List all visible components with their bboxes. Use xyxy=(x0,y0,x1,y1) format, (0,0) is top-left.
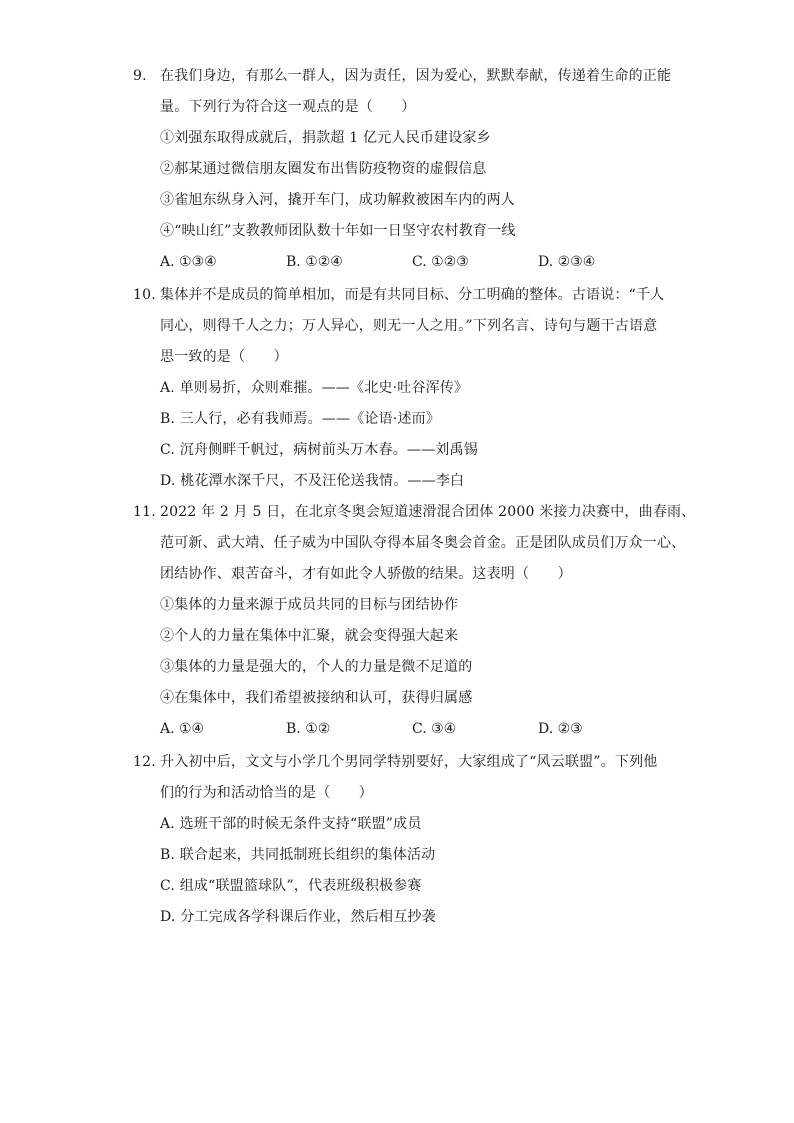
question-number: 10. xyxy=(133,287,156,303)
question-stem-line xyxy=(133,61,673,92)
statement-item: ①集体的力量来源于成员共同的目标与团结协作 xyxy=(160,597,459,613)
question-stem-line xyxy=(133,747,673,778)
option-a: A. ①③④ xyxy=(160,254,217,270)
option-a: A. ①④ xyxy=(160,721,205,737)
question-stem-line: 团结协作、艰苦奋斗，才有如此令人骄傲的结果。这表明（ ） xyxy=(160,566,572,582)
statement-item: ③雀旭东纵身入河，撬开车门，成功解救被困车内的两人 xyxy=(160,192,515,208)
options-row xyxy=(133,247,673,278)
statement-item: ②郝某通过微信朋友圈发布出售防疫物资的虚假信息 xyxy=(160,161,487,177)
question-9 xyxy=(133,61,673,278)
statement-item: ②个人的力量在集体中汇聚，就会变得强大起来 xyxy=(160,628,459,644)
statement-item: ③集体的力量是强大的，个人的力量是微不足道的 xyxy=(160,659,473,675)
statement-item: ①刘强东取得成就后，捐款超 1 亿元人民币建设家乡 xyxy=(160,130,491,146)
option-d: D. ②③④ xyxy=(538,254,596,270)
question-12 xyxy=(133,747,673,933)
question-10 xyxy=(133,280,673,497)
question-11 xyxy=(133,497,696,745)
option-a: A. 单则易折，众则难摧。——《北史·吐谷浑传》 xyxy=(160,380,469,396)
option-d: D. ②③ xyxy=(538,721,583,737)
question-stem-line xyxy=(133,497,696,528)
option-b: B. ①②④ xyxy=(286,254,343,270)
question-stem-line: 们的行为和活动恰当的是（ ） xyxy=(160,785,373,801)
question-stem-text: 在我们身边，有那么一群人，因为责任，因为爱心，默默奉献，传递着生命的正能 xyxy=(160,68,672,84)
option-c: C. ③④ xyxy=(412,721,457,737)
question-stem-text: 集体并不是成员的简单相加，而是有共同目标、分工明确的整体。古语说：“千人 xyxy=(160,287,665,303)
option-c: C. 组成“联盟篮球队”，代表班级积极参赛 xyxy=(160,878,422,894)
question-stem-line: 量。下列行为符合这一观点的是（ ） xyxy=(160,99,416,115)
options-row xyxy=(133,714,673,745)
option-c: C. ①②③ xyxy=(412,254,469,270)
question-stem-line: 思一致的是（ ） xyxy=(160,349,288,365)
question-number: 11. xyxy=(133,504,156,520)
option-a: A. 选班干部的时候无条件支持“联盟”成员 xyxy=(160,816,422,832)
question-stem-text: 升入初中后，文文与小学几个男同学特别要好，大家组成了“风云联盟”。下列他 xyxy=(160,754,658,770)
question-number: 9. xyxy=(133,68,147,84)
option-d: D. 分工完成各学科课后作业，然后相互抄袭 xyxy=(160,909,436,925)
question-stem-line: 同心，则得千人之力；万人异心，则无一人之用。”下列名言、诗句与题干古语意 xyxy=(160,318,658,334)
option-b: B. ①② xyxy=(286,721,331,737)
question-stem-line: 范可新、武大靖、任子威为中国队夺得本届冬奥会首金。正是团队成员们万众一心、 xyxy=(160,535,686,551)
statement-item: ④“映山红”支教教师团队数十年如一日坚守农村教育一线 xyxy=(160,223,516,239)
statement-item: ④在集体中，我们希望被接纳和认可，获得归属感 xyxy=(160,690,473,706)
option-b: B. 三人行，必有我师焉。——《论语·述而》 xyxy=(160,411,441,427)
question-number: 12. xyxy=(133,754,156,770)
option-b: B. 联合起来，共同抵制班长组织的集体活动 xyxy=(160,847,436,863)
question-stem-text: 2022 年 2 月 5 日，在北京冬奥会短道速滑混合团体 2000 米接力决赛中，曲春雨、 xyxy=(160,504,696,520)
option-d: D. 桃花潭水深千尺，不及汪伦送我情。——李白 xyxy=(160,473,465,489)
option-c: C. 沉舟侧畔千帆过，病树前头万木春。——刘禹锡 xyxy=(160,442,478,458)
question-stem-line xyxy=(133,280,673,311)
